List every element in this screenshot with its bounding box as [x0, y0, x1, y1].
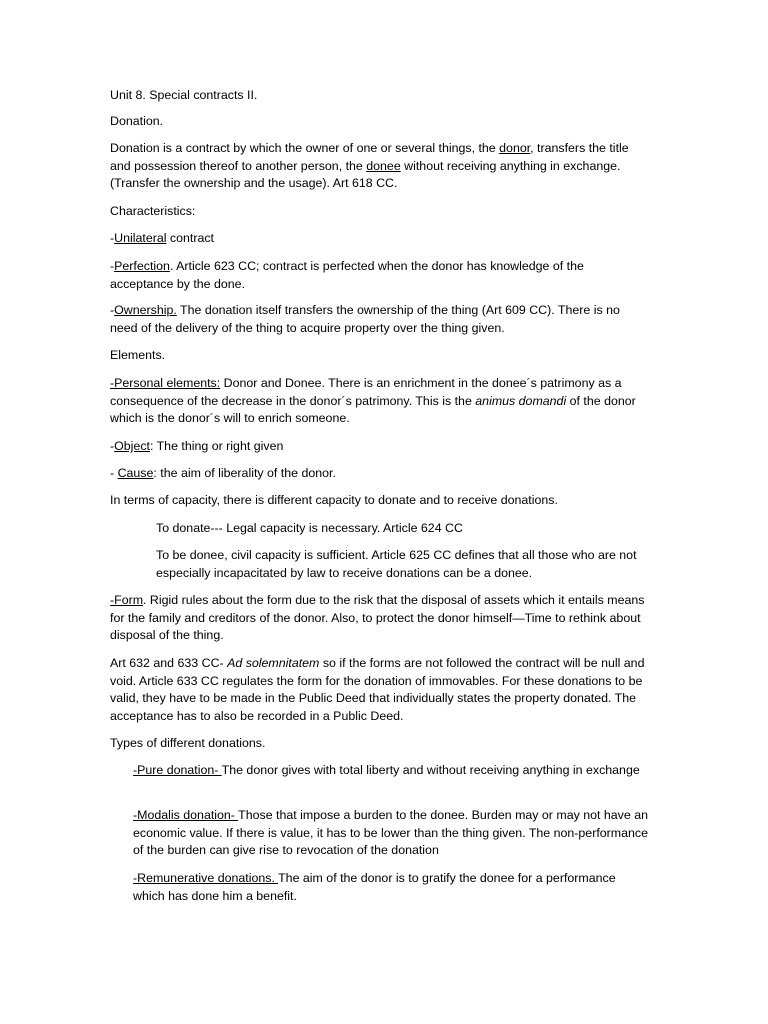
remunerative-donation-term: -Remunerative donations. [133, 871, 279, 885]
characteristic-ownership [110, 302, 650, 337]
elements-heading: Elements. [110, 348, 166, 362]
type-pure-donation [133, 762, 650, 780]
donation-heading: Donation. [110, 114, 164, 128]
document-title: Unit 8. Special contracts II. [110, 88, 258, 102]
personal-elements-term: -Personal elements: [110, 376, 221, 390]
type-modalis-donation [133, 807, 650, 860]
modalis-donation-term: -Modalis donation- [133, 808, 239, 822]
characteristic-perfection [110, 258, 650, 293]
element-cause [110, 465, 650, 483]
art632-text-b: so if the forms are not followed the contract will be null and void. Article 633 CC regulates the form for the donation of immovables. For these donations to be valid, they have to be made in the Public Deed that individually states the property donated. The acceptance has to also be recorded in a Public Deed. [110, 656, 645, 723]
unilateral-text: contract [166, 231, 215, 245]
ownership-prefix: - [110, 303, 115, 317]
characteristic-unilateral [110, 230, 650, 248]
art632-text-a: Art 632 and 633 CC- [110, 656, 228, 670]
pure-donation-term: -Pure donation- [133, 763, 222, 777]
form-term: -Form [110, 593, 144, 607]
ownership-text: The donation itself transfers the ownership of the thing (Art 609 CC). There is no need of the delivery of the thing to acquire property over the thing given. [110, 303, 620, 335]
cause-prefix: - [110, 466, 118, 480]
perfection-text: . Article 623 CC; contract is perfected when the donor has knowledge of the acceptance by the done. [110, 259, 584, 291]
capacity-intro: In terms of capacity, there is different capacity to donate and to receive donations. [110, 493, 558, 507]
types-heading: Types of different donations. [110, 736, 266, 750]
perfection-prefix: - [110, 259, 115, 273]
cause-term: Cause [117, 466, 154, 480]
characteristics-heading: Characteristics: [110, 204, 196, 218]
object-prefix: - [110, 439, 115, 453]
element-object [110, 438, 650, 456]
definition-text-c: without receiving anything in exchange. (Transfer the ownership and the usage). Art 618 CC. [110, 158, 621, 191]
capacity-to-donate: To donate--- Legal capacity is necessary. Article 624 CC [156, 521, 463, 535]
ownership-term: Ownership. [114, 303, 177, 317]
donor-term: donor [499, 141, 531, 155]
remunerative-donation-text: The aim of the donor is to gratify the donee for a performance which has done him a benefit. [133, 871, 616, 903]
pure-donation-text: The donor gives with total liberty and without receiving anything in exchange [221, 763, 640, 777]
donee-term: donee [366, 158, 401, 173]
element-form [110, 592, 650, 645]
capacity-to-be-donee: To be donee, civil capacity is sufficient. Article 625 CC defines that all those who are not especially incapacitated by law to receive donations can be a donee. [156, 548, 637, 580]
art-632-633-paragraph [110, 655, 650, 725]
personal-text-b: of the donor which is the donor´s will to enrich someone. [110, 393, 636, 426]
cause-text: : the aim of liberality of the donor. [153, 466, 336, 480]
unilateral-prefix: - [110, 231, 115, 245]
element-personal [110, 375, 650, 428]
object-text: : The thing or right given [149, 439, 284, 453]
ad-solemnitatem-term: Ad solemnitatem [227, 656, 320, 670]
definition-text-a: Donation is a contract by which the owner of one or several things, the [110, 141, 500, 155]
modalis-donation-text: Those that impose a burden to the donee. Burden may or may not have an economic value. If there is value, it has to be lower than the thing given. The non-performance of the burden can give rise to revocation of the donation [133, 808, 648, 858]
personal-text-a: Donor and Donee. There is an enrichment in the donee´s patrimony as a consequence of the decrease in the donor´s patrimony. This is the [110, 376, 622, 408]
animus-domandi-term: animus domandi [475, 393, 567, 408]
form-text: . Rigid rules about the form due to the risk that the disposal of assets which it entails means for the family and creditors of the donor. Also, to protect the donor himself—Time to rethink about disposal of the thing. [110, 593, 645, 643]
perfection-term: Perfection [114, 259, 170, 273]
definition-text-b: , transfers the title and possession thereof to another person, the [110, 141, 629, 173]
unilateral-term: Unilateral [114, 231, 167, 245]
donation-definition [110, 140, 650, 193]
object-term: Object [114, 439, 150, 453]
type-remunerative-donation [133, 870, 650, 905]
